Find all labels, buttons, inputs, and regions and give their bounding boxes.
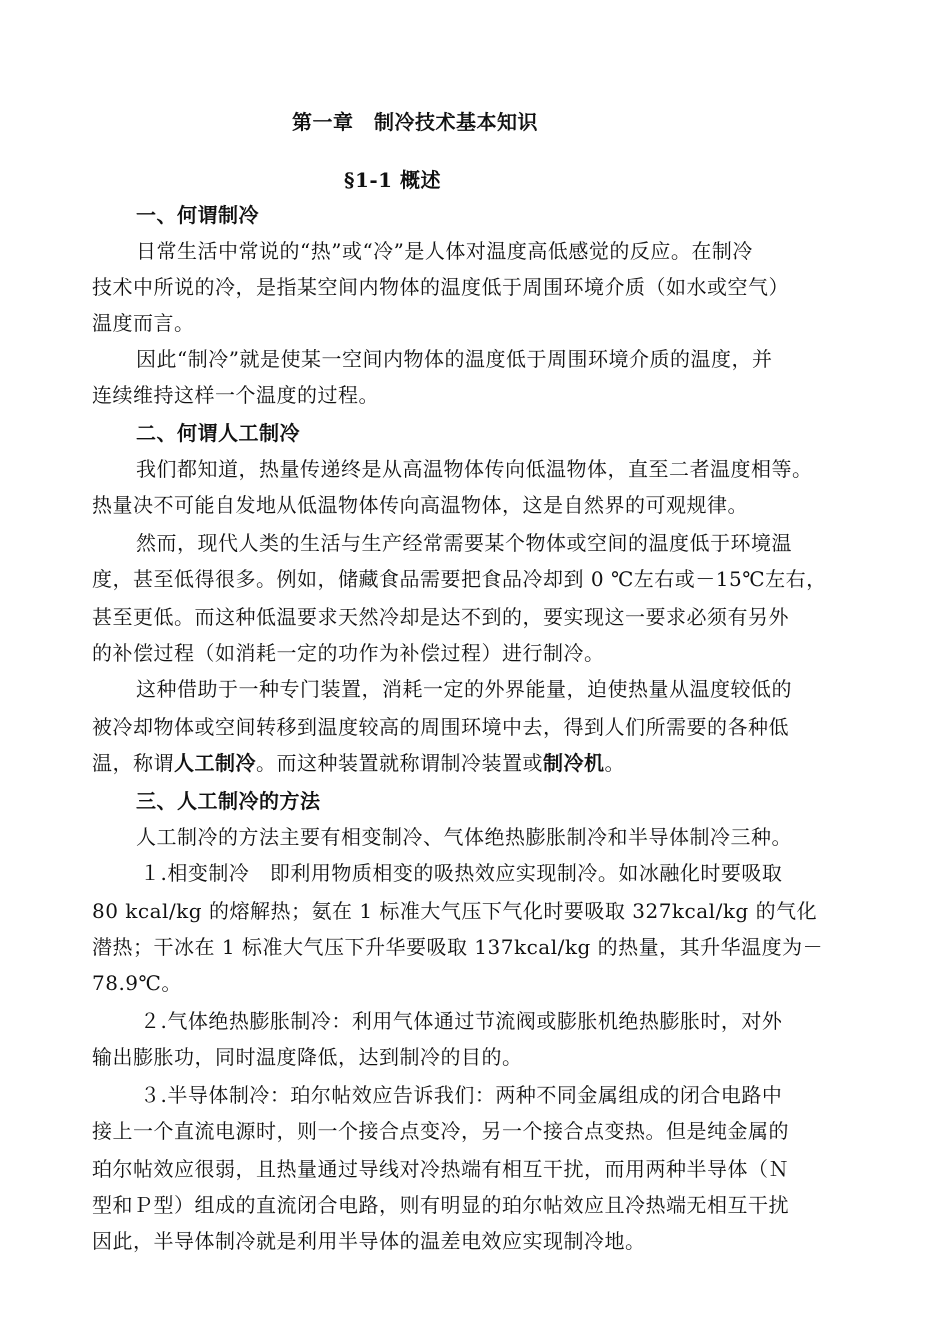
- paragraph-line: ３.半导体制冷：珀尔帖效应告诉我们：两种不同金属组成的闭合电路中: [140, 1083, 783, 1107]
- term-refrigerator: 制冷机: [543, 751, 605, 775]
- paragraph-line: 热量决不可能自发地从低温物体传向高温物体，这是自然界的可观规律。: [92, 493, 748, 517]
- paragraph-line: 日常生活中常说的“热”或“冷”是人体对温度高低感觉的反应。在制冷: [136, 239, 753, 263]
- chapter-title: 第一章 制冷技术基本知识: [292, 110, 538, 134]
- paragraph-line: 80 kcal/kg 的熔解热；氨在 1 标准大气压下气化时要吸取 327kcal/kg 的气化: [92, 899, 818, 923]
- paragraph-line: 这种借助于一种专门装置，消耗一定的外界能量，迫使热量从温度较低的: [136, 677, 792, 701]
- paragraph-line: １.相变制冷 即利用物质相变的吸热效应实现制冷。如冰融化时要吸取: [140, 861, 783, 885]
- paragraph-line: 技术中所说的冷，是指某空间内物体的温度低于周围环境介质（如水或空气）: [92, 275, 789, 299]
- paragraph-line: 输出膨胀功，同时温度降低，达到制冷的目的。: [92, 1045, 523, 1069]
- paragraph-line: ２.气体绝热膨胀制冷：利用气体通过节流阀或膨胀机绝热膨胀时，对外: [140, 1009, 783, 1033]
- paragraph-line: 珀尔帖效应很弱，且热量通过导线对冷热端有相互干扰，而用两种半导体（Ｎ: [92, 1157, 789, 1181]
- text-span: 。而这种装置就称谓制冷装置或: [256, 751, 543, 775]
- text-span: 温，称谓: [92, 751, 174, 775]
- paragraph-line: 我们都知道，热量传递终是从高温物体传向低温物体，直至二者温度相等。: [136, 457, 813, 481]
- paragraph-line: 接上一个直流电源时，则一个接合点变冷，另一个接合点变热。但是纯金属的: [92, 1119, 789, 1143]
- paragraph-line-with-emphasis: [92, 750, 625, 776]
- text-span: 。: [604, 751, 625, 775]
- paragraph-line: 因此“制冷”就是使某一空间内物体的温度低于周围环境介质的温度，并: [136, 347, 773, 371]
- paragraph-line: 度，甚至低得很多。例如，储藏食品需要把食品冷却到 0 ℃左右或－15℃左右，: [92, 567, 827, 591]
- paragraph-line: 温度而言。: [92, 311, 195, 335]
- paragraph-line: 78.9℃。: [92, 971, 182, 995]
- paragraph-line: 连续维持这样一个温度的过程。: [92, 383, 379, 407]
- paragraph-line: 因此，半导体制冷就是利用半导体的温差电效应实现制冷地。: [92, 1229, 646, 1253]
- paragraph-line: 型和Ｐ型）组成的直流闭合电路，则有明显的珀尔帖效应且冷热端无相互干扰: [92, 1193, 789, 1217]
- section-title: §1-1 概述: [344, 168, 442, 192]
- paragraph-line: 潜热；干冰在 1 标准大气压下升华要吸取 137kcal/kg 的热量，其升华温度为－: [92, 935, 824, 959]
- heading-refrigeration-methods: 三、人工制冷的方法: [136, 789, 321, 813]
- paragraph-line: 甚至更低。而这种低温要求天然冷却是达不到的，要实现这一要求必须有另外: [92, 605, 789, 629]
- heading-what-is-refrigeration: 一、何谓制冷: [136, 203, 259, 227]
- term-artificial-refrigeration: 人工制冷: [174, 751, 256, 775]
- paragraph-line: 被冷却物体或空间转移到温度较高的周围环境中去，得到人们所需要的各种低: [92, 715, 789, 739]
- heading-artificial-refrigeration: 二、何谓人工制冷: [136, 421, 300, 445]
- paragraph-line: 人工制冷的方法主要有相变制冷、气体绝热膨胀制冷和半导体制冷三种。: [136, 825, 792, 849]
- paragraph-line: 的补偿过程（如消耗一定的功作为补偿过程）进行制冷。: [92, 641, 605, 665]
- paragraph-line: 然而，现代人类的生活与生产经常需要某个物体或空间的温度低于环境温: [136, 531, 792, 555]
